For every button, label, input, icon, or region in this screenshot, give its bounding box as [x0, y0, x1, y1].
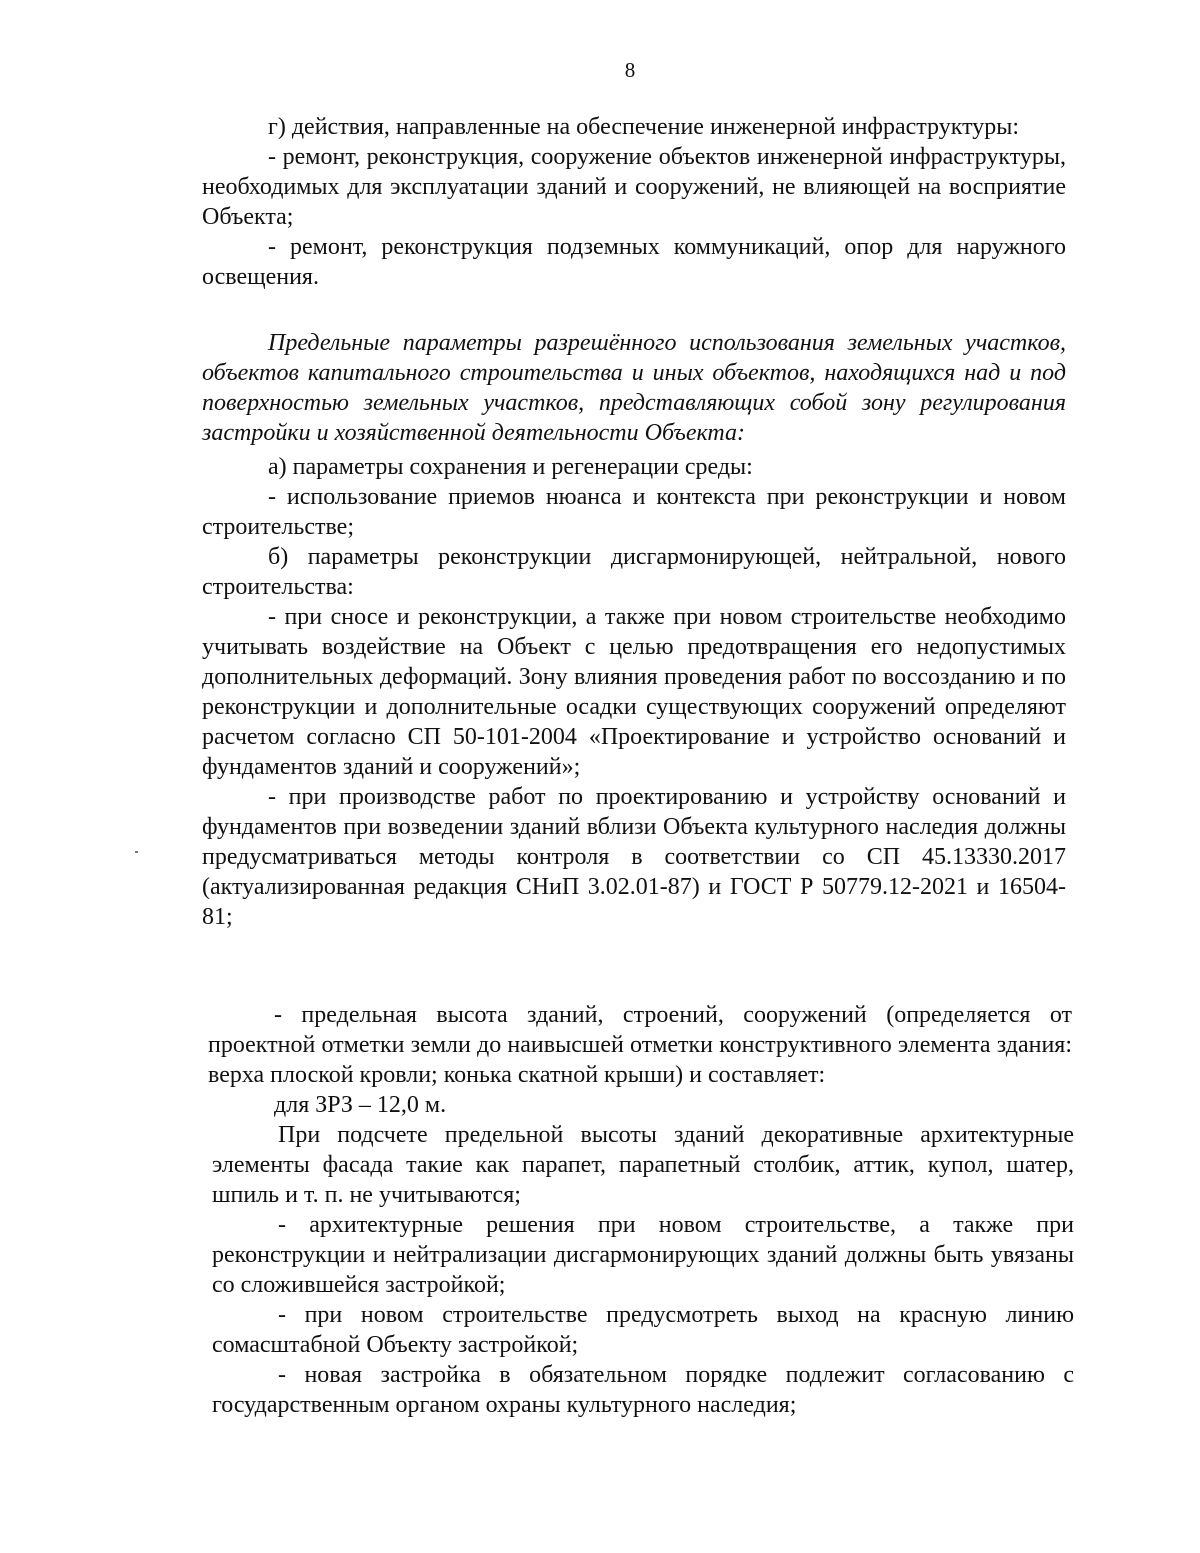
paragraph-height-value: для ЗРЗ – 12,0 м.	[274, 1092, 447, 1118]
scan-speck	[135, 851, 138, 853]
paragraph-bullet: - предельная высота зданий, строений, сооружений (определяется от проектной отметки земли до наивысшей отметки конструктивного элемента здания: верха плоской кровли; конька скатной крыши) и составляет:	[208, 1002, 1072, 1088]
section-height-limit	[208, 1000, 1072, 1120]
section-infrastructure	[202, 112, 1066, 932]
section-heading: Предельные параметры разрешённого использования земельных участков, объектов капитального строительства и иных объектов, находящихся над и под поверхностью земельных участков, представляющих собой зону регулирования застройки и хозяйственной деятельности Объекта:	[202, 330, 1066, 446]
paragraph-item-a: а) параметры сохранения и регенерации среды:	[268, 454, 753, 480]
paragraph-bullet: - использование приемов нюанса и контекста при реконструкции и новом строительстве;	[202, 484, 1066, 540]
paragraph-bullet: - архитектурные решения при новом строительстве, а также при реконструкции и нейтрализации дисгармонирующих зданий должны быть увязаны со сложившейся застройкой;	[212, 1212, 1074, 1298]
paragraph-bullet: - новая застройка в обязательном порядке подлежит согласованию с государственным органом охраны культурного наследия;	[212, 1362, 1074, 1418]
paragraph-bullet: - при производстве работ по проектированию и устройству оснований и фундаментов при возведении зданий вблизи Объекта культурного наследия должны предусматриваться методы контроля в соответствии со СП 45.13330.2017 (актуализированная редакция СНиП 3.02.01-87) и ГОСТ Р 50779.12-2021 и 16504-81;	[202, 784, 1066, 930]
paragraph-item-g: г) действия, направленные на обеспечение инженерной инфраструктуры:	[268, 114, 1020, 140]
section-architecture	[212, 1120, 1074, 1420]
paragraph-bullet: - при сносе и реконструкции, а также при новом строительстве необходимо учитывать воздействие на Объект с целью предотвращения его недопустимых дополнительных деформаций. Зону влияния проведения работ по воссозданию и по реконструкции и дополнительные осадки существующих сооружений определяют расчетом согласно СП 50-101-2004 «Проектирование и устройство оснований и фундаментов зданий и сооружений»;	[202, 604, 1066, 780]
page-number: 8	[624, 58, 636, 82]
paragraph-bullet: - ремонт, реконструкция, сооружение объектов инженерной инфраструктуры, необходимых для эксплуатации зданий и сооружений, не влияющей на восприятие Объекта;	[202, 144, 1066, 230]
paragraph-bullet: - ремонт, реконструкция подземных коммуникаций, опор для наружного освещения.	[202, 234, 1066, 290]
paragraph-note: При подсчете предельной высоты зданий декоративные архитектурные элементы фасада такие как парапет, парапетный столбик, аттик, купол, шатер, шпиль и т. п. не учитываются;	[212, 1122, 1074, 1208]
paragraph-item-b: б) параметры реконструкции дисгармонирующей, нейтральной, нового строительства:	[202, 544, 1066, 600]
paragraph-bullet: - при новом строительстве предусмотреть выход на красную линию сомасштабной Объекту застройкой;	[212, 1302, 1074, 1358]
